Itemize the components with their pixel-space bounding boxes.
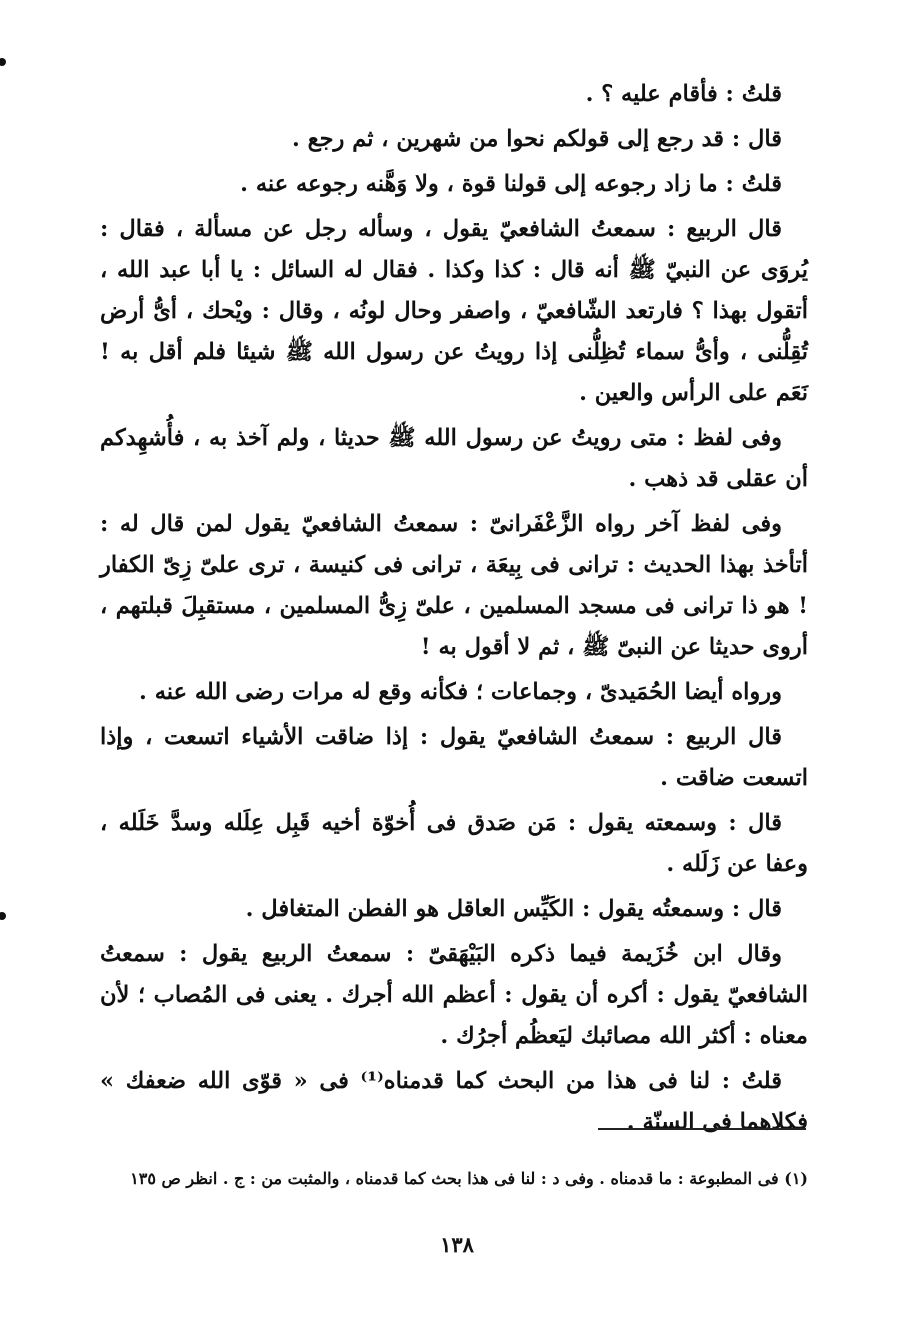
paragraph-10: قال : وسمعتُه يقول : الكَيِّس العاقل هو الفطن المتغافل .: [245, 896, 782, 922]
paragraph-8: قال الربيع : سمعتُ الشافعيّ يقول : إذا ضاقت الأشياء اتسعت ، وإذا اتسعت ضاقت .: [100, 724, 808, 791]
paragraph-4: قال الربيع : سمعتُ الشافعيّ يقول ، وسأله رجل عن مسألة ، فقال : يُروَى عن النبيّ ﷺ أنه قال : كذا وكذا . فقال له السائل : يا أبا عبد الله ، أتقول بهذا ؟ فارتعد الشّافعيّ ، واصفر وحال لونُه ، وقال : ويْحك ، أىُّ أرض تُقِلُّنى ، وأىُّ سماء تُظِلُّنى إذا رويتُ عن رسول الله ﷺ شيئا فلم أقل به ! نَعَم على الرأس والعين .: [100, 216, 808, 406]
paragraph-6: وفى لفظ آخر رواه الزَّعْفَرانىّ : سمعتُ الشافعيّ يقول لمن قال له : أتأخذ بهذا الحديث : ترانى فى بِيعَة ، ترانى فى كنيسة ، ترى علىّ زِىّ الكفار ! هو ذا ترانى فى مسجد المسلمين ، علىّ زِىُّ المسلمين ، مستقبِلَ قبلتهم ، أروى حديثا عن النبىّ ﷺ ، ثم لا أقول به !: [100, 511, 808, 660]
paragraph-1: قلتُ : فأقام عليه ؟ .: [585, 81, 782, 107]
paragraph-2: قال : قد رجع إلى قولكم نحوا من شهرين ، ثم رجع .: [291, 126, 782, 152]
paragraph-3: قلتُ : ما زاد رجوعه إلى قولنا قوة ، ولا وَهَّنه رجوعه عنه .: [240, 171, 782, 197]
margin-dot-middle: [0, 912, 6, 920]
footnote-divider: [598, 1128, 806, 1130]
margin-dot-top: [0, 58, 6, 66]
paragraph-11: وقال ابن خُزَيمة فيما ذكره البَيْهَقىّ : سمعتُ الربيع يقول : سمعتُ الشافعيّ يقول : أكره أن يقول : أعظم الله أجرك . يعنى فى المُصاب ؛ لأن معناه : أكثر الله مصائبك ليَعظُم أجرُك .: [100, 941, 808, 1049]
page-number: ١٣٨: [440, 1232, 474, 1257]
paragraph-5: وفى لفظ : متى رويتُ عن رسول الله ﷺ حديثا ، ولم آخذ به ، فأُشهِدكم أن عقلى قد ذهب .: [100, 425, 808, 492]
footnote: (١) فى المطبوعة : ما قدمناه . وفى د : لنا فى هذا بحث كما قدمناه ، والمثبت من : ج . انظر ص ١٣٥: [130, 1169, 808, 1188]
body-text: [100, 74, 808, 1147]
paragraph-9: قال : وسمعته يقول : مَن صَدق فى أُخوّة أخيه قَبِل عِلَله وسدَّ خَلَله ، وعفا عن زَلَله .: [100, 810, 808, 877]
paragraph-7: ورواه أيضا الحُمَيدىّ ، وجماعات ؛ فكأنه وقع له مرات رضى الله عنه .: [139, 679, 782, 705]
paragraph-12: قلتُ : لنا فى هذا من البحث كما قدمناه⁽¹⁾ فى « قوّى الله ضعفك » فكلاهما فى السنّة .: [100, 1068, 808, 1135]
